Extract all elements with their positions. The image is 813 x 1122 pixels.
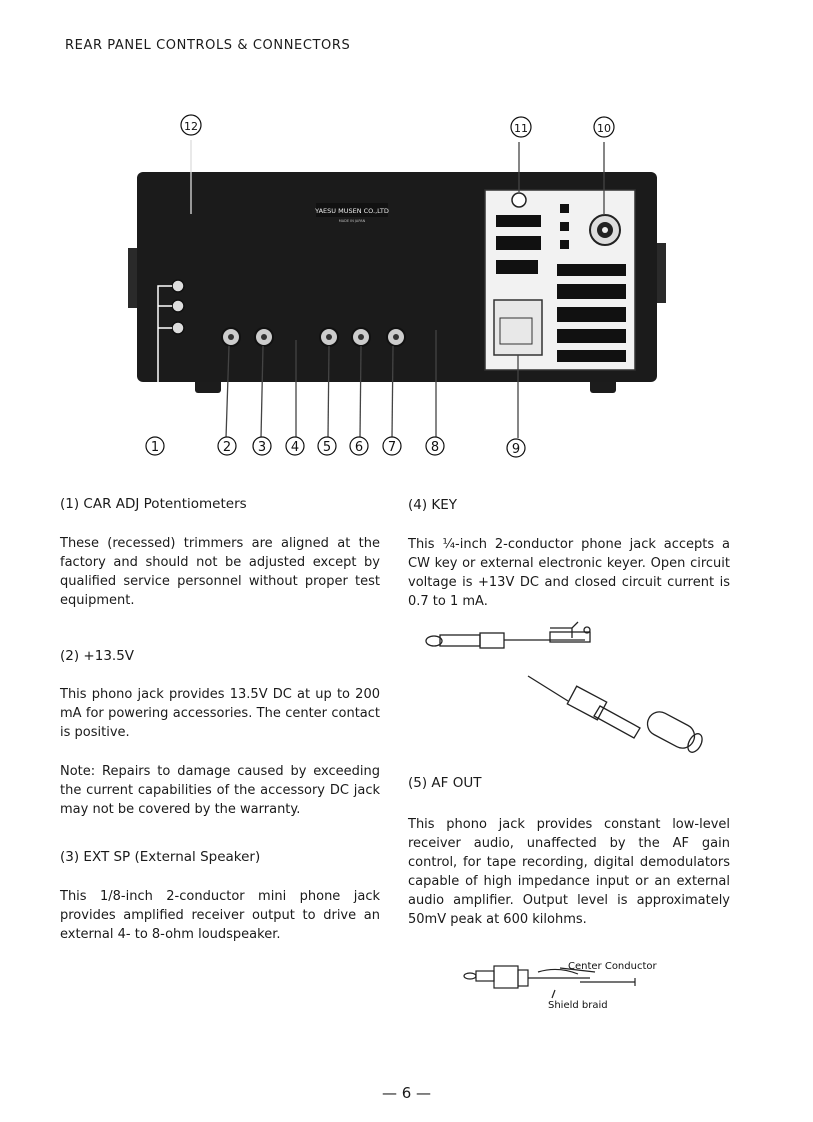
section-4-body: This ¼-inch 2-conductor phone jack accepts a CW key or external electronic keyer. Open circuit voltage is +13V DC and closed circuit current is 0.7 to 1 mA. bbox=[408, 537, 730, 609]
svg-text:10: 10 bbox=[597, 122, 611, 135]
svg-text:6: 6 bbox=[354, 440, 364, 455]
page-number: — 6 — bbox=[381, 1084, 432, 1102]
callout-12 bbox=[181, 115, 201, 135]
svg-text:12: 12 bbox=[184, 120, 198, 133]
brand-sub-label: MADE IN JAPAN bbox=[338, 219, 366, 223]
section-2-note bbox=[60, 762, 380, 819]
svg-text:8: 8 bbox=[430, 440, 440, 455]
section-2-body: This phono jack provides 13.5V DC at up to 200 mA for powering accessories. The center contact is positive. bbox=[60, 687, 380, 740]
callout-3 bbox=[253, 437, 271, 455]
callout-6 bbox=[350, 437, 368, 455]
ground-terminal bbox=[512, 193, 526, 207]
svg-text:4: 4 bbox=[290, 440, 300, 455]
phono-plug-illustration bbox=[460, 956, 720, 1016]
section-1-body: These (recessed) trimmers are aligned at the factory and should not be adjusted except by qualified service personnel without proper test equipment. bbox=[60, 536, 380, 608]
callout-7 bbox=[383, 437, 401, 455]
callout-1 bbox=[146, 437, 164, 455]
section-3-title: (3) EXT SP (External Speaker) bbox=[60, 849, 261, 865]
callout-5 bbox=[318, 437, 336, 455]
section-4-title: (4) KEY bbox=[408, 497, 458, 513]
section-5-title: (5) AF OUT bbox=[408, 775, 482, 791]
callout-8 bbox=[426, 437, 444, 455]
brand-label: YAESU MUSEN CO.,LTD bbox=[315, 207, 389, 215]
page-title: REAR PANEL CONTROLS & CONNECTORS bbox=[65, 38, 351, 53]
cw-key-plug-illustration bbox=[410, 618, 730, 753]
callout-9 bbox=[507, 439, 525, 457]
callout-4 bbox=[286, 437, 304, 455]
accessory-socket bbox=[494, 300, 542, 355]
section-1-title: (1) CAR ADJ Potentiometers bbox=[60, 496, 247, 512]
svg-text:9: 9 bbox=[511, 442, 521, 457]
svg-text:2: 2 bbox=[222, 440, 232, 455]
callout-2 bbox=[218, 437, 236, 455]
note-body: Repairs to damage caused by exceeding the current capabilities of the accessory DC jack may not be covered by the warranty. bbox=[60, 764, 380, 817]
svg-text:3: 3 bbox=[257, 440, 267, 455]
svg-text:1: 1 bbox=[150, 440, 160, 455]
note-label: Note: bbox=[60, 764, 96, 779]
section-5-body: This phono jack provides constant low-level receiver audio, unaffected by the AF gain control, for tape recording, digital demodulators capable of high impedance input or an external audio amplifier. Output level is approximately 50mV peak at 600 kilohms. bbox=[408, 817, 730, 927]
svg-text:5: 5 bbox=[322, 440, 332, 455]
section-2-title: (2) +13.5V bbox=[60, 648, 135, 664]
section-3-body: This 1/8-inch 2-conductor mini phone jack provides amplified receiver output to drive an external 4- to 8-ohm loudspeaker. bbox=[60, 889, 380, 942]
svg-text:7: 7 bbox=[387, 440, 397, 455]
callout-11 bbox=[511, 117, 531, 137]
svg-text:11: 11 bbox=[514, 122, 528, 135]
shield-braid-label: Shield braid bbox=[548, 1000, 608, 1011]
callout-10 bbox=[594, 117, 614, 137]
center-conductor-label: Center Conductor bbox=[568, 961, 657, 972]
rear-panel-figure bbox=[0, 0, 813, 470]
